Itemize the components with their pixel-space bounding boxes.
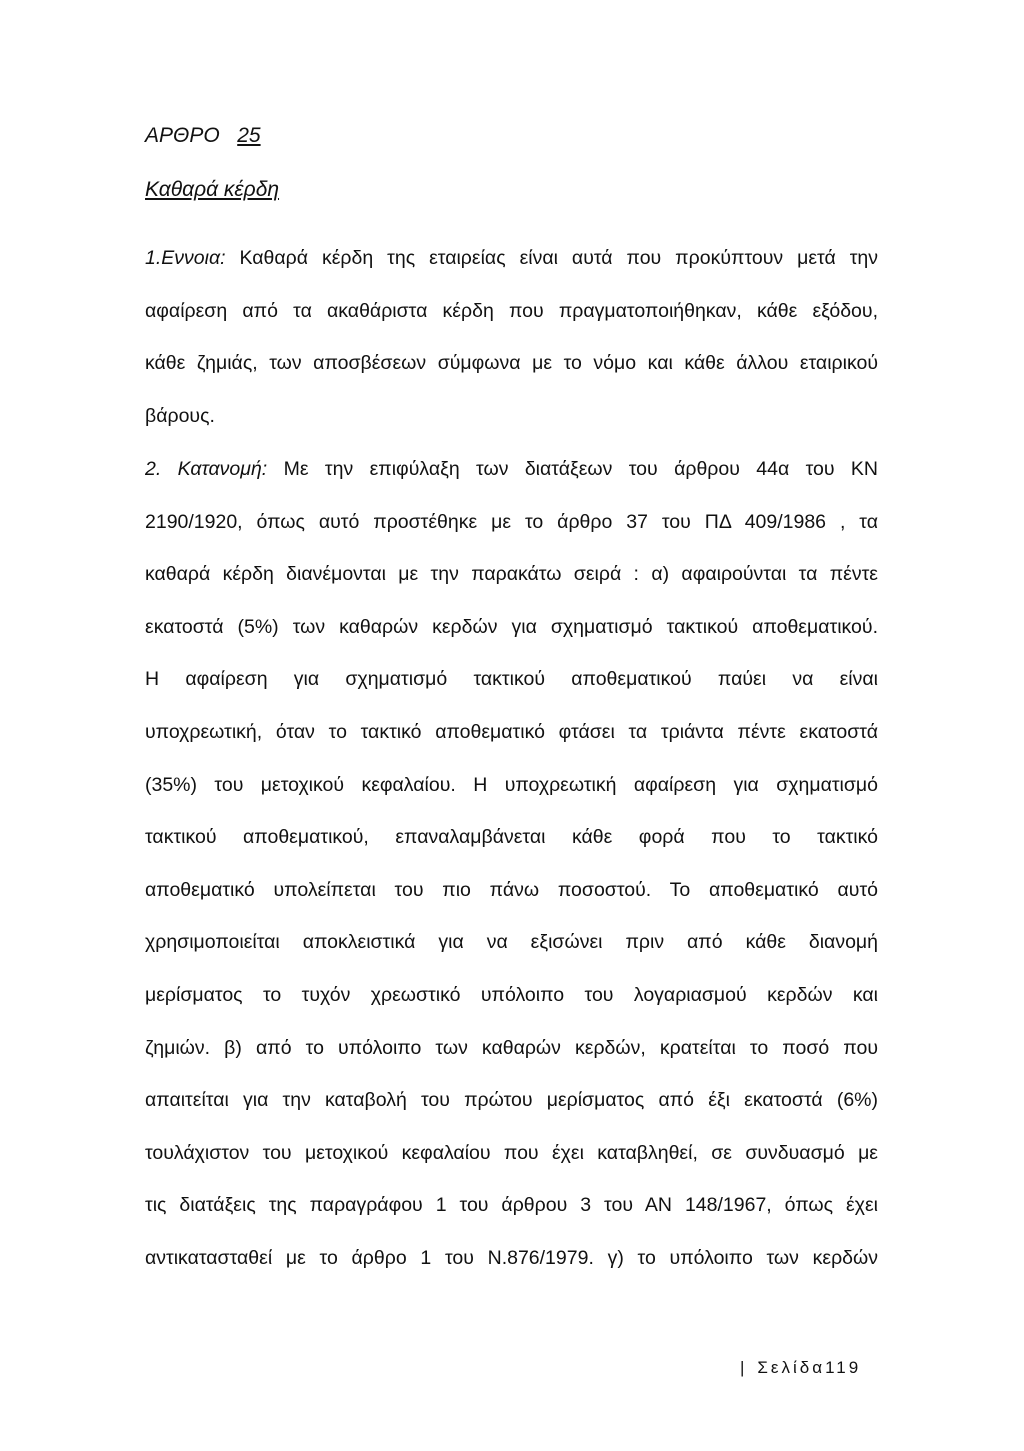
paragraph-line: αντικατασταθεί με το άρθρο 1 του Ν.876/1979. γ) το υπόλοιπο των κερδών xyxy=(145,1246,878,1269)
paragraph-line: αφαίρεση από τα ακαθάριστα κέρδη που πραγματοποιήθηκαν, κάθε εξόδου, xyxy=(145,299,878,322)
paragraph-line: τις διατάξεις της παραγράφου 1 του άρθρου 3 του ΑΝ 148/1967, όπως έχει xyxy=(145,1194,878,1217)
paragraph-distribution xyxy=(145,443,878,1285)
footer-page-label: Σελίδα xyxy=(757,1358,826,1377)
paragraph-line: εκατοστά (5%) των καθαρών κερδών για σχηματισμό τακτικού αποθεματικού. xyxy=(145,615,878,638)
paragraph-line: μερίσματος το τυχόν χρεωστικό υπόλοιπο του λογαριασμού κερδών και xyxy=(145,983,878,1006)
paragraph-line: τουλάχιστον του μετοχικού κεφαλαίου που έχει καταβληθεί, σε συνδυασμό με xyxy=(145,1141,878,1164)
paragraph-line: 2190/1920, όπως αυτό προστέθηκε με το άρθρο 37 του ΠΔ 409/1986 , τα xyxy=(145,510,878,533)
page-number: 119 xyxy=(825,1358,862,1377)
article-number: 25 xyxy=(237,124,261,147)
paragraph-line: αποθεματικό υπολείπεται του πιο πάνω ποσοστού. Το αποθεματικό αυτό xyxy=(145,878,878,901)
paragraph-line: 2. Κατανομή: Με την επιφύλαξη των διατάξεων του άρθρου 44α του ΚΝ xyxy=(145,458,878,480)
paragraph-label: 1.Εννοια: xyxy=(145,247,226,269)
page-footer xyxy=(740,1356,861,1380)
paragraph-line: απαιτείται για την καταβολή του πρώτου μερίσματος από έξι εκατοστά (6%) xyxy=(145,1089,878,1112)
paragraph-label: 2. Κατανομή: xyxy=(145,458,268,480)
paragraph-line: υποχρεωτική, όταν το τακτικό αποθεματικό φτάσει τα τριάντα πέντε εκατοστά xyxy=(145,720,878,743)
paragraph-line: Η αφαίρεση για σχηματισμό τακτικού αποθεματικού παύει να είναι xyxy=(145,668,878,691)
paragraph-line: τακτικού αποθεματικού, επαναλαμβάνεται κάθε φορά που το τακτικό xyxy=(145,826,878,849)
paragraph-definition xyxy=(145,232,878,442)
article-heading xyxy=(145,122,261,150)
article-word: ΑΡΘΡΟ xyxy=(145,124,220,147)
footer-separator: | xyxy=(740,1358,748,1377)
paragraph-line: βάρους. xyxy=(145,404,215,427)
paragraph-line: (35%) του μετοχικού κεφαλαίου. Η υποχρεωτική αφαίρεση για σχηματισμό xyxy=(145,773,878,796)
paragraph-line: κάθε ζημιάς, των αποσβέσεων σύμφωνα με το νόμο και κάθε άλλου εταιρικού xyxy=(145,352,878,375)
paragraph-line: χρησιμοποιείται αποκλειστικά για να εξισώνει πριν από κάθε διανομή xyxy=(145,931,878,954)
paragraph-line: καθαρά κέρδη διανέμονται με την παρακάτω σειρά : α) αφαιρούνται τα πέντε xyxy=(145,563,878,586)
paragraph-line: ζημιών. β) από το υπόλοιπο των καθαρών κερδών, κρατείται το ποσό που xyxy=(145,1036,878,1059)
paragraph-line: 1.Εννοια: Καθαρά κέρδη της εταιρείας είναι αυτά που προκύπτουν μετά την xyxy=(145,247,878,269)
article-title: Καθαρά κέρδη xyxy=(145,178,280,201)
